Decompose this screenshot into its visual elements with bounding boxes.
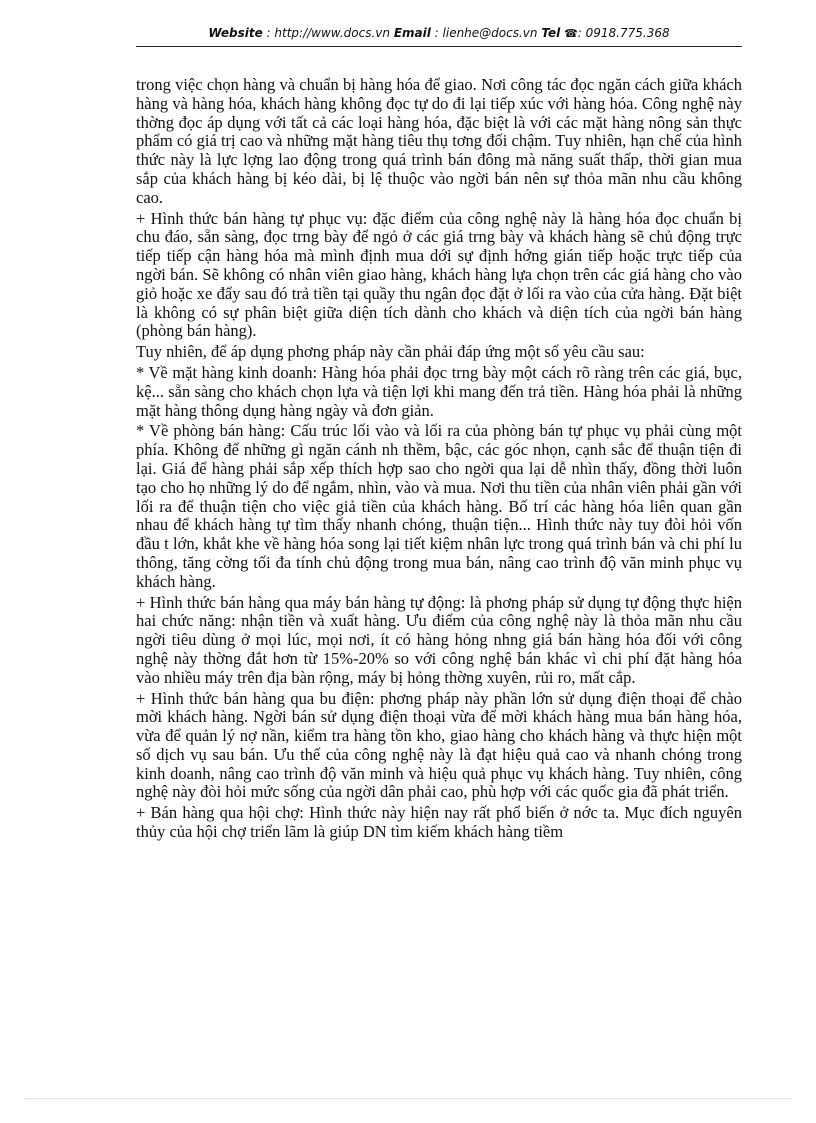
paragraph: trong việc chọn hàng và chuẩn bị hàng hóa để giao. Nơi công tác đọc ngăn cách giữa khách hàng và hàng hóa, khách hàng không đọc tự do đi lại tiếp xúc với hàng hóa. Công nghệ này thờng đọc áp dụng với tất cả các loại hàng hóa, đặc biệt là với các mặt hàng nông sản thực phẩm có giá trị cao và những mặt hàng tiêu thụ tơng đối chậm. Tuy nhiên, hạn chế của hình thức này là lực lợng lao động trong quá trình bán đông mà năng suất thấp, thời gian mua sắp của khách hàng bị kéo dài, bị lệ thuộc vào ngời bán nên sự thỏa mãn nhu cầu không cao. (136, 75, 742, 207)
tel-label: Tel (541, 26, 561, 40)
paragraph: * Về phòng bán hàng: Cấu trúc lối vào và lối ra của phòng bán tự phục vụ phải cùng một phía. Không để những gì ngăn cánh nh thềm, bậc, các góc nhọn, cạnh sắc để thuận tiện đi lại. Giá để hàng phải sắp xếp thích hợp sao cho ngời qua lại dễ nhìn thấy, đồng thời luôn tạo cho họ những lý do để ngắm, nhìn, vào và mua. Nơi thu tiền của nhân viên phải gần với lối ra để thuận tiện cho việc giả tiền của khách hàng. Bố trí các hàng hóa liên quan gần nhau để khách hàng tự tìm thấy nhanh chóng, thuận tiện... Hình thức này tuy đòi hỏi vốn đầu t lớn, khắt khe về hàng hóa song lại tiết kiệm nhân lực trong quá trình bán và chi phí lu thông, tăng cờng tối đa tính chủ động trong mua bán, nâng cao trình độ văn minh phục vụ khách hàng. (136, 421, 742, 591)
website-value: : http://www.docs.vn (266, 26, 390, 40)
paragraph: * Về mặt hàng kinh doanh: Hàng hóa phải đọc trng bày một cách rõ ràng trên các giá, bục, kệ... sẵn sàng cho khách chọn lựa và tiện lợi khi mang đến trả tiền. Hàng hóa phải là những mặt hàng thông dụng hàng ngày và đơn giản. (136, 362, 742, 420)
website-label: Website (208, 26, 263, 40)
paragraph: + Hình thức bán hàng qua máy bán hàng tự động: là phơng pháp sử dụng tự động thực hiện hai chức năng: nhận tiền và xuất hàng. Ưu điểm của công nghệ này là thỏa mãn nhu cầu ngời tiêu dùng ở mọi lúc, mọi nơi, ít có hàng hỏng nhng giá bán hàng hóa đối với công nghệ này thờng đắt hơn từ 15%-20% so với công nghệ bán khác vì chi phí đặt hàng hóa vào nhiều máy trên địa bàn rộng, máy bị hỏng thờng xuyên, rủi ro, mất cắp. (136, 592, 742, 687)
email-label: Email (393, 26, 431, 40)
phone-icon: ☎ (564, 27, 578, 40)
paragraph: Tuy nhiên, để áp dụng phơng pháp này cần phải đáp ứng một số yêu cầu sau: (136, 342, 645, 362)
paragraph: + Hình thức bán hàng tự phục vụ: đặc điểm của công nghệ này là hàng hóa đọc chuẩn bị chu đáo, sẵn sàng, đọc trng bày để ngỏ ở các giá trng bày và khách hàng sẽ chủ động trực tiếp tiếp cận hàng hóa mà mình định mua dới sự định hớng gián tiếp hoặc trực tiếp của ngời bán. Sẽ không có nhân viên giao hàng, khách hàng lựa chọn trên các giá hàng cho vào giỏ hoặc xe đẩy sau đó trả tiền tại quầy thu ngân đọc đặt ở lối ra vào của cửa hàng. Đặt biệt là không có sự phân biệt giữa diện tích dành cho khách và diện tích của ngời bán hàng (phòng bán hàng). (136, 208, 742, 341)
page-header (136, 22, 742, 47)
body-text (136, 76, 742, 844)
paragraph: + Hình thức bán hàng qua bu điện: phơng pháp này phần lớn sử dụng điện thoại để chào mời khách hàng. Ngời bán sử dụng điện thoại vừa để mời khách hàng mua bán hàng hóa, vừa để quản lý nợ nần, kiểm tra hàng tồn kho, giao hàng cho khách hàng và thực hiện một số dịch vụ sau bán. Ưu thế của công nghệ này là đạt hiệu quả cao và nhanh chóng trong kinh doanh, nâng cao trình độ văn minh và hiệu quả phục vụ khách hàng. Tuy nhiên, công nghệ này đòi hỏi mức sống của ngời dân phải cao, phù hợp với các quốc gia đã phát triển. (136, 688, 742, 802)
footer-divider (24, 1098, 792, 1099)
paragraph: + Bán hàng qua hội chợ: Hình thức này hiện nay rất phổ biến ở nớc ta. Mục đích nguyên thủy của hội chợ triển lãm là giúp DN tìm kiếm khách hàng tiềm (136, 803, 742, 842)
tel-value: : 0918.775.368 (577, 26, 670, 40)
email-value: : lienhe@docs.vn (434, 26, 538, 40)
